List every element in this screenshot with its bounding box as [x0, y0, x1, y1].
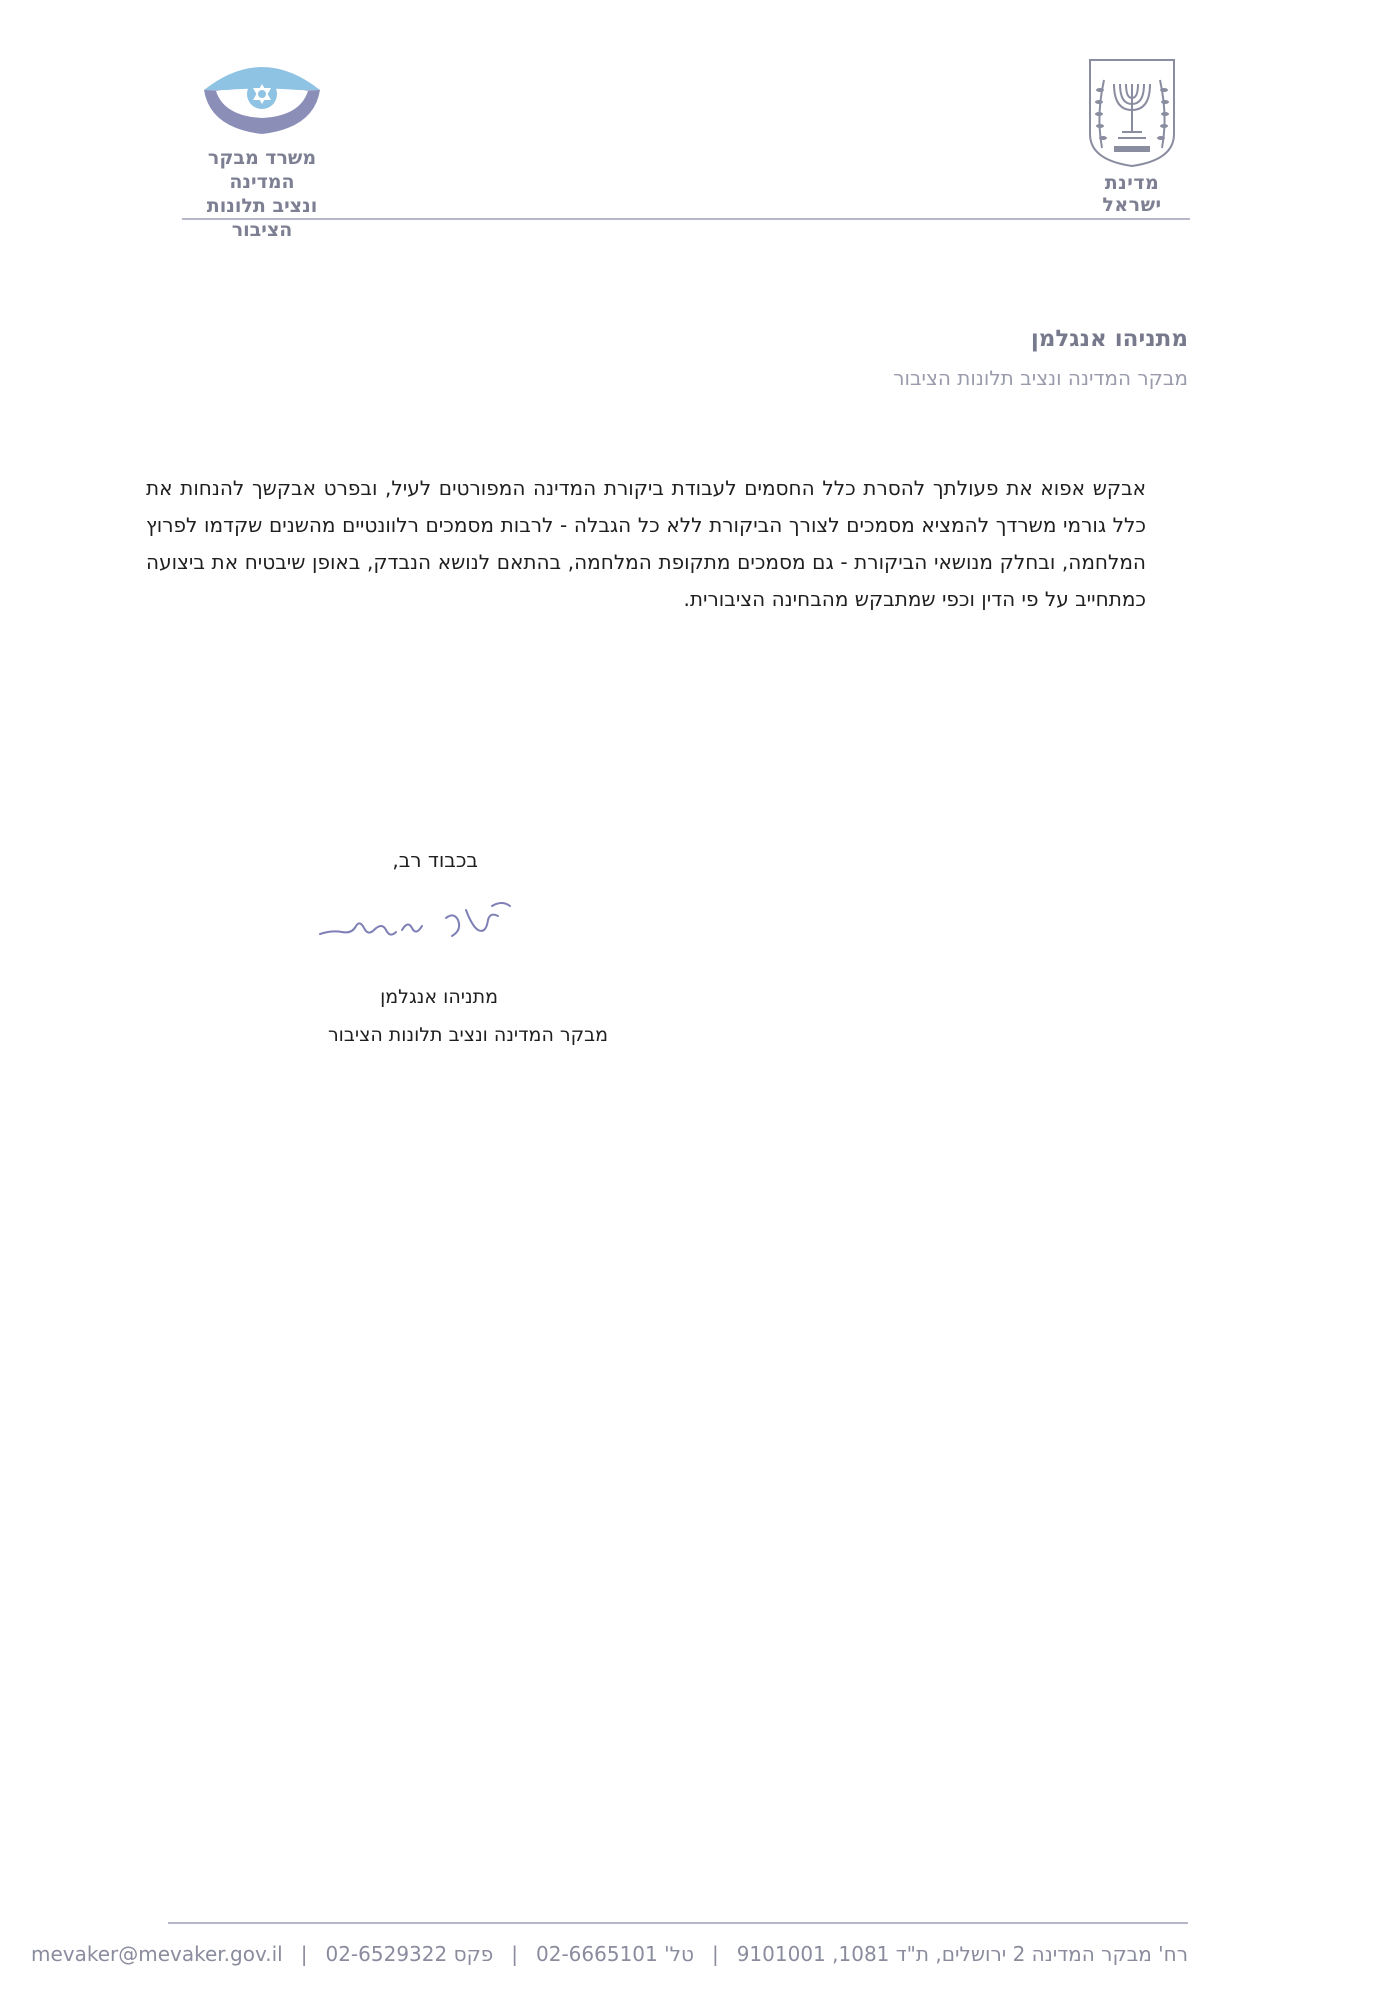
handwritten-signature-icon	[312, 890, 522, 950]
footer-phone: טל' 02-6665101	[536, 1942, 694, 1966]
sender-title: מבקר המדינה ונציב תלונות הציבור	[893, 366, 1188, 390]
logo-caption-line2: ונציב תלונות הציבור	[206, 195, 318, 241]
header-divider	[182, 218, 1190, 220]
letter-body-paragraph: אבקש אפוא את פעולתך להסרת כלל החסמים לעבודת ביקורת המדינה המפורטים לעיל, ובפרט אבקשך להנחות את כלל גורמי משרדך להמציא מסמכים לצורך הביקורת ללא כל הגבלה - לרבות מסמכים רלוונטיים מהשנים שקדמו לפרוץ המלחמה, ובחלק מנושאי הביקורת - גם מסמכים מתקופת המלחמה, בהתאם לנושא הנבדק, באופן שיבטיח את ביצועה כמתחייב על פי הדין וכפי שמתבקש מהבחינה הציבורית.	[146, 476, 1146, 611]
footer-separator: |	[511, 1942, 518, 1966]
footer-separator: |	[711, 1942, 719, 1966]
footer-separator: |	[300, 1942, 308, 1966]
footer-divider	[168, 1922, 1188, 1924]
footer-address: רח' מבקר המדינה 2 ירושלים, ת"ד 1081, 9101001	[736, 1942, 1188, 1966]
state-emblem-block	[1076, 56, 1188, 216]
footer-fax: פקס 02-6529322	[325, 1942, 494, 1966]
signer-name: מתניהו אנגלמן	[380, 986, 498, 1008]
comptroller-eye-logo-icon	[202, 58, 322, 136]
emblem-caption: מדינת ישראל	[1102, 172, 1162, 216]
signer-title: מבקר המדינה ונציב תלונות הציבור	[327, 1024, 608, 1046]
closing-salutation: בכבוד רב,	[392, 848, 478, 872]
logo-caption-line1: משרד מבקר המדינה	[207, 147, 317, 193]
footer-email-link[interactable]: mevaker@mevaker.gov.il	[30, 1942, 283, 1966]
sender-name: מתניהו אנגלמן	[1030, 326, 1188, 352]
comptroller-logo-block	[182, 58, 342, 242]
logo-caption	[182, 146, 342, 242]
footer-contact-line	[31, 1942, 1188, 1966]
menorah-emblem-icon	[1084, 56, 1180, 168]
